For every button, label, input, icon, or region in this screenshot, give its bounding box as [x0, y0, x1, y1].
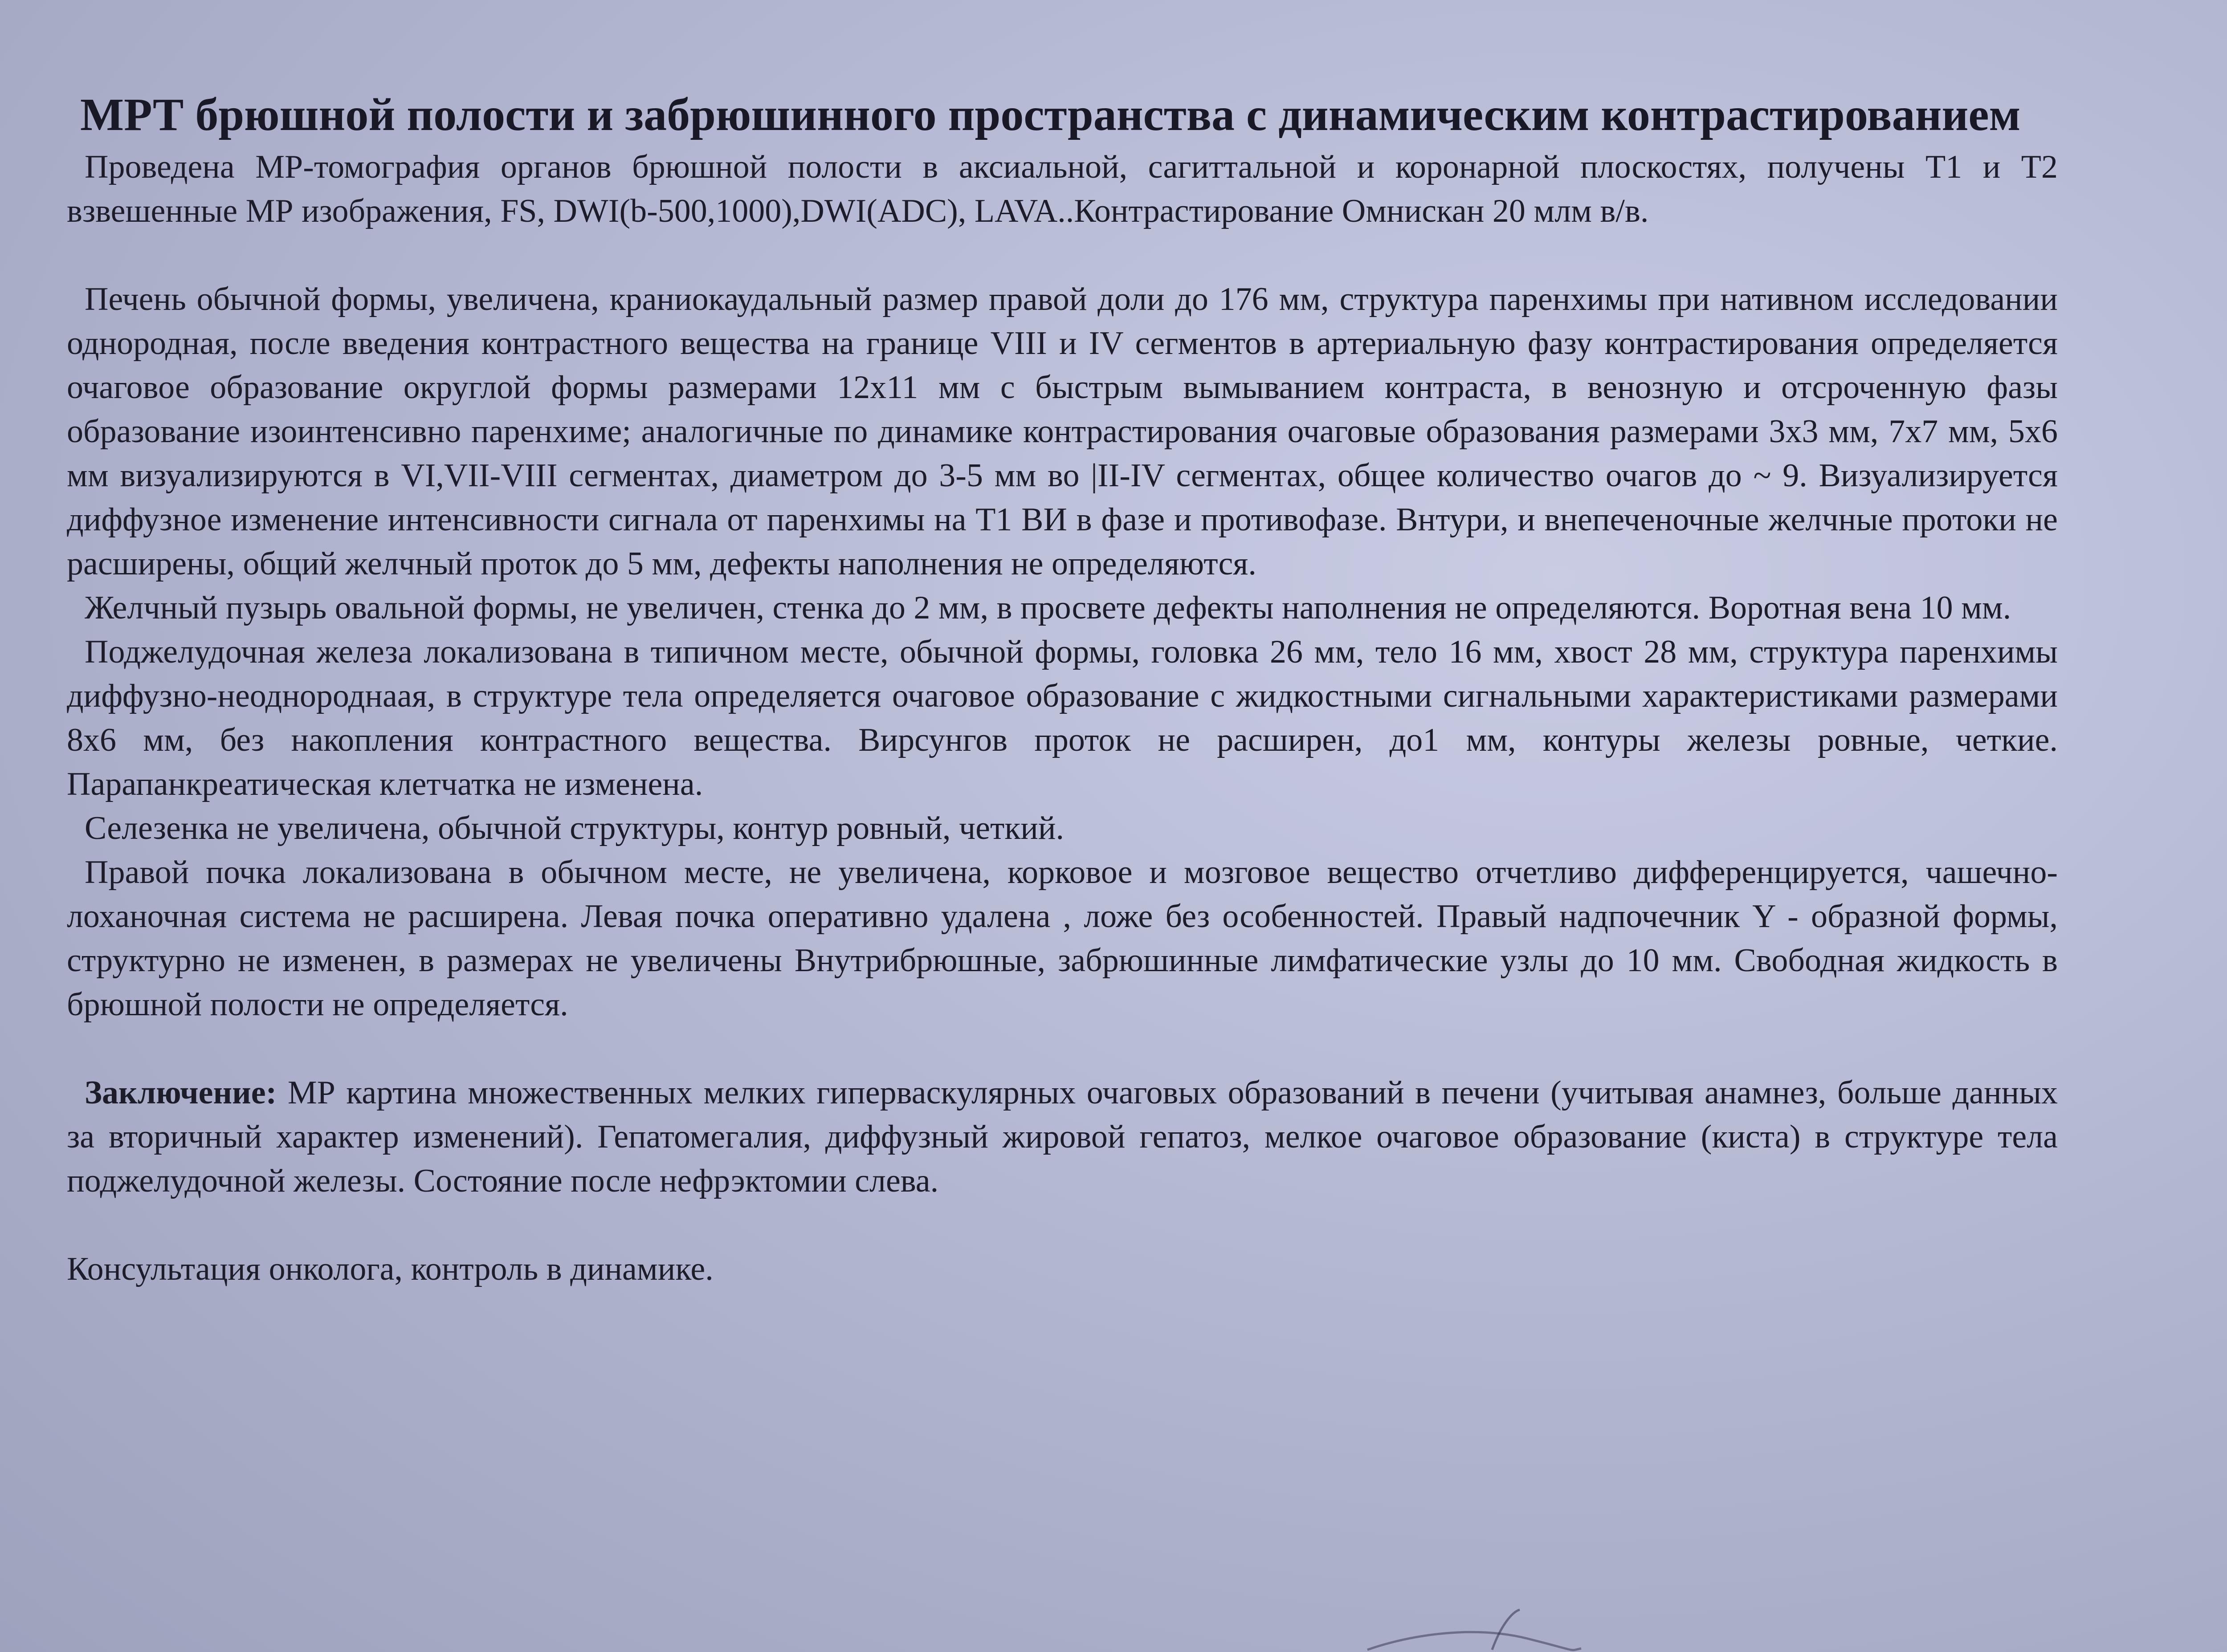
conclusion-label: Заключение:: [85, 1074, 277, 1111]
document-body: [67, 145, 2058, 1291]
liver-paragraph: Печень обычной формы, увеличена, краниокаудальный размер правой доли до 176 мм, структура паренхимы при нативном исследовании однородная, после введения контрастного вещества на границе VIII и IV сегментов в артериальную фазу контрастирования определяется очаговое образование округлой формы размерами 12х11 мм с быстрым вымыванием контраста, в венозную и отсроченную фазы образование изоинтенсивно паренхиме; аналогичные по динамике контрастирования очаговые образования размерами 3х3 мм, 7х7 мм, 5х6 мм визуализируются в VI,VII-VIII сегментах, диаметром до 3-5 мм во |II-IV сегментах, общее количество очагов до ~ 9. Визуализируется диффузное изменение интенсивности сигнала от паренхимы на Т1 ВИ в фазе и противофазе. Внтури, и внепеченочные желчные протоки не расширены, общий желчный проток до 5 мм, дефекты наполнения не определяются.: [67, 281, 2058, 582]
document-title: МРТ брюшной полости и забрюшинного пространства с динамическим контрастированием: [80, 89, 2021, 140]
recommendation-paragraph: Консультация онколога, контроль в динамике.: [67, 1251, 714, 1287]
method-paragraph: Проведена МР-томография органов брюшной полости в аксиальной, сагиттальной и коронарной плоскостях, получены Т1 и Т2 взвешенные МР изображения, FS, DWI(b-500,1000),DWI(ADC), LAVA..Контрастирование Омнискан 20 млм в/в.: [67, 149, 2058, 229]
signature-mark: [1358, 1607, 1590, 1652]
kidneys-paragraph: Правой почка локализована в обычном месте, не увеличена, корковое и мозговое вещество отчетливо дифференцируется, чашечно-лоханочная система не расширена. Левая почка оперативно удалена , ложе без особенностей. Правый надпочечник Y - образной формы, структурно не изменен, в размерах не увеличены Внутрибрюшные, забрюшинные лимфатические узлы до 10 мм. Свободная жидкость в брюшной полости не определяется.: [67, 854, 2058, 1023]
spacer: [67, 233, 2058, 277]
conclusion-paragraph: [67, 1071, 2058, 1203]
conclusion-text: МР картина множественных мелких гиперваскулярных очаговых образований в печени (учитывая анамнез, больше данных за вторичный характер изменений). Гепатомегалия, диффузный жировой гепатоз, мелкое очаговое образование (киста) в структуре тела поджелудочной железы. Состояние после нефрэктомии слева.: [67, 1074, 2058, 1199]
spleen-paragraph: Селезенка не увеличена, обычной структуры, контур ровный, четкий.: [85, 810, 1065, 846]
gallbladder-paragraph: Желчный пузырь овальной формы, не увеличен, стенка до 2 мм, в просвете дефекты наполнения не определяются. Воротная вена 10 мм.: [85, 590, 2011, 626]
pancreas-paragraph: Поджелудочная железа локализована в типичном месте, обычной формы, головка 26 мм, тело 16 мм, хвост 28 мм, структура паренхимы диффузно-неоднороднаая, в структуре тела определяется очаговое образование с жидкостными сигнальными характеристиками размерами 8х6 мм, без накопления контрастного вещества. Вирсунгов проток не расширен, до1 мм, контуры железы ровные, четкие. Парапанкреатическая клетчатка не изменена.: [67, 634, 2058, 802]
spacer: [67, 1027, 2058, 1071]
spacer: [67, 1203, 2058, 1247]
